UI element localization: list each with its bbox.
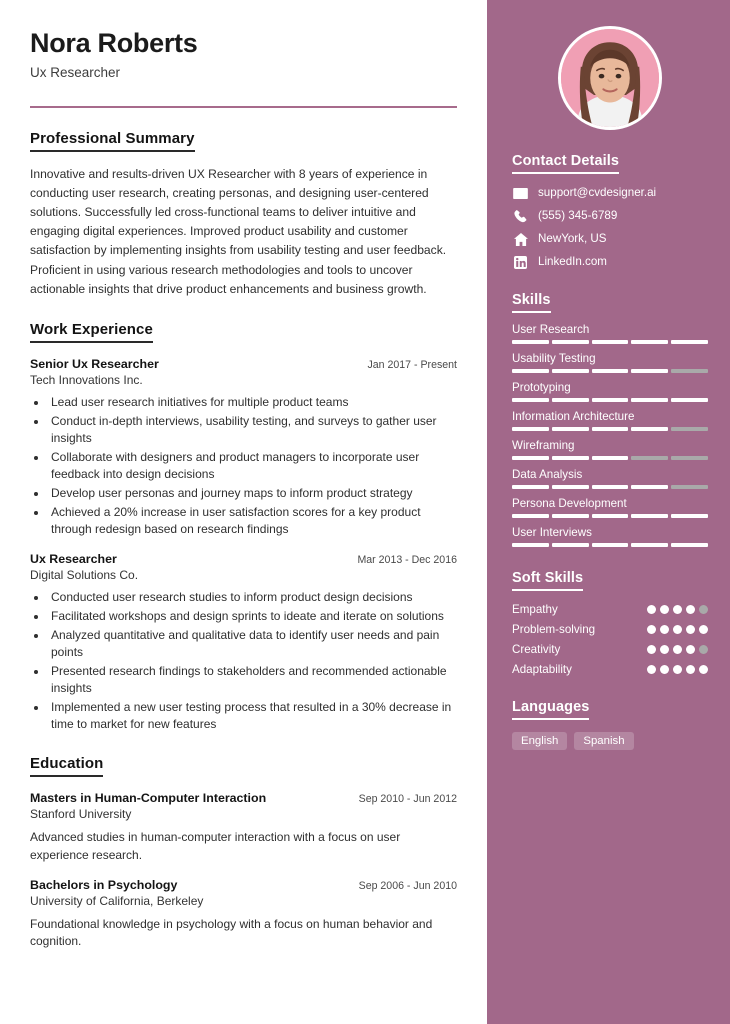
education-degree: Bachelors in Psychology (30, 877, 178, 892)
skill-name: Wireframing (512, 439, 575, 452)
soft-skill-dot (699, 665, 708, 674)
skill-level-bar (512, 398, 708, 402)
skill-segment (552, 543, 589, 547)
work-bullet: • Implemented a new user testing process that resulted in a 30% decrease in time to market for new features (48, 699, 457, 733)
work-date-range: Jan 2017 - Present (367, 358, 457, 371)
skill-segment (671, 340, 708, 344)
avatar-wrapper (512, 26, 708, 130)
skill-segment (512, 398, 549, 402)
education-entry (30, 791, 457, 864)
section-education (30, 755, 457, 951)
soft-skills-list (512, 603, 708, 676)
skill-name: Persona Development (512, 497, 627, 510)
resume-header (30, 28, 457, 108)
section-title-skills: Skills (512, 292, 551, 313)
skill-level-bar (512, 369, 708, 373)
soft-skill-dot (699, 645, 708, 654)
work-bullet: • Conduct in-depth interviews, usability testing, and surveys to gather user insights (48, 413, 457, 447)
soft-skill-dot (660, 645, 669, 654)
soft-skill-dot (673, 605, 682, 614)
linkedin-icon (512, 255, 529, 269)
skill-level-bar (512, 456, 708, 460)
soft-skill-dot (686, 645, 695, 654)
section-languages (512, 698, 708, 750)
work-bullet: • Facilitated workshops and design sprints to ideate and iterate on solutions (48, 608, 457, 625)
skill-segment (592, 485, 629, 489)
avatar (558, 26, 662, 130)
skill-segment (552, 369, 589, 373)
skill-name: Data Analysis (512, 468, 583, 481)
work-bullet: • Lead user research initiatives for multiple product teams (48, 394, 457, 411)
sidebar (487, 0, 730, 1024)
education-list (30, 791, 457, 951)
skill-segment (592, 398, 629, 402)
soft-skill-dot (647, 645, 656, 654)
work-company: Tech Innovations Inc. (30, 372, 143, 387)
skill-level-bar (512, 485, 708, 489)
skill-segment (631, 398, 668, 402)
skill-level-bar (512, 340, 708, 344)
work-job-title: Ux Researcher (30, 551, 117, 566)
section-work-experience (30, 321, 457, 734)
skill-segment (552, 485, 589, 489)
summary-text: Innovative and results-driven UX Researcher with 8 years of experience in conducting user research, creating personas, and designing user-centered solutions. Successfully led cross-functional teams to deliver intuitive and engaging digital experiences. Improved product usability and customer satisfaction by implementing insights from usability testing and user feedback. Proficient in using various research methodologies and tools to uncover actionable insights that drive product enhancements and business growth. (30, 167, 447, 296)
work-bullet: • Presented research findings to stakeholders and recommended actionable insights (48, 663, 457, 697)
job-role-subtitle: Ux Researcher (30, 65, 121, 81)
section-title-soft-skills: Soft Skills (512, 570, 583, 591)
skill-segment (592, 369, 629, 373)
work-date-range: Mar 2013 - Dec 2016 (357, 553, 457, 566)
soft-skill-dot (686, 605, 695, 614)
work-bullet: • Collaborate with designers and product managers to incorporate user feedback into design decisions (48, 449, 457, 483)
skill-segment (512, 485, 549, 489)
soft-skill-dot (673, 665, 682, 674)
work-bullet-list (48, 394, 457, 538)
skill-row (512, 323, 708, 344)
education-date-range: Sep 2006 - Jun 2010 (358, 879, 457, 892)
skill-level-bar (512, 514, 708, 518)
phone-icon (512, 209, 529, 223)
skill-segment (631, 485, 668, 489)
skill-segment (512, 369, 549, 373)
skill-segment (512, 340, 549, 344)
skill-segment (552, 398, 589, 402)
skill-segment (512, 427, 549, 431)
page-title: Nora Roberts (30, 28, 198, 58)
profile-photo-icon (561, 29, 659, 127)
work-bullet: • Conducted user research studies to inform product design decisions (48, 589, 457, 606)
section-soft-skills (512, 569, 708, 676)
skill-row (512, 439, 708, 460)
section-title-languages: Languages (512, 699, 589, 720)
work-company: Digital Solutions Co. (30, 567, 139, 582)
skill-segment (512, 514, 549, 518)
skill-row (512, 526, 708, 547)
soft-skill-name: Problem-solving (512, 623, 596, 636)
soft-skill-dot (647, 605, 656, 614)
soft-skill-rating (647, 665, 708, 674)
skill-segment (671, 485, 708, 489)
work-experience-entry (30, 357, 457, 538)
soft-skill-dot (699, 605, 708, 614)
skill-segment (671, 398, 708, 402)
section-professional-summary (30, 130, 457, 299)
work-bullet-list (48, 589, 457, 733)
soft-skill-dot (660, 605, 669, 614)
skill-segment (671, 543, 708, 547)
section-title-summary: Professional Summary (30, 130, 195, 152)
skill-segment (592, 456, 629, 460)
soft-skill-rating (647, 605, 708, 614)
soft-skill-row (512, 643, 708, 656)
skill-segment (552, 456, 589, 460)
skill-segment (671, 369, 708, 373)
work-bullet: • Analyzed quantitative and qualitative data to identify user needs and pain points (48, 627, 457, 661)
section-contact-details (512, 152, 708, 269)
work-entry-header (30, 357, 457, 371)
skill-row (512, 381, 708, 402)
soft-skill-name: Creativity (512, 643, 561, 656)
skill-segment (512, 543, 549, 547)
soft-skill-dot (686, 665, 695, 674)
soft-skill-row (512, 623, 708, 636)
soft-skill-dot (686, 625, 695, 634)
skill-segment (631, 427, 668, 431)
skill-row (512, 497, 708, 518)
work-entry-header (30, 552, 457, 566)
soft-skill-rating (647, 645, 708, 654)
section-title-work: Work Experience (30, 321, 153, 343)
education-degree: Masters in Human-Computer Interaction (30, 791, 267, 806)
skill-level-bar (512, 427, 708, 431)
skill-name: Usability Testing (512, 352, 596, 365)
skill-name: User Research (512, 323, 590, 336)
soft-skill-dot (647, 625, 656, 634)
education-entry-header (30, 878, 457, 892)
soft-skill-rating (647, 625, 708, 634)
soft-skill-dot (660, 665, 669, 674)
education-description: Advanced studies in human-computer interaction with a focus on user experience research. (30, 830, 401, 862)
skill-segment (671, 456, 708, 460)
skill-segment (631, 340, 668, 344)
contact-row[interactable] (512, 209, 708, 223)
contact-value: (555) 345-6789 (538, 209, 618, 223)
soft-skill-dot (647, 665, 656, 674)
skill-row (512, 468, 708, 489)
skills-list (512, 323, 708, 547)
work-bullet: • Develop user personas and journey maps to inform product strategy (48, 485, 457, 502)
soft-skill-dot (673, 645, 682, 654)
skill-segment (671, 514, 708, 518)
contact-value: support@cvdesigner.ai (538, 186, 657, 200)
contact-row[interactable] (512, 232, 708, 246)
skill-segment (592, 340, 629, 344)
header-divider (30, 106, 457, 108)
skill-segment (671, 427, 708, 431)
soft-skill-dot (673, 625, 682, 634)
skill-segment (631, 543, 668, 547)
education-date-range: Sep 2010 - Jun 2012 (358, 793, 457, 806)
home-icon (512, 232, 529, 246)
contact-row[interactable] (512, 255, 708, 269)
soft-skill-name: Adaptability (512, 663, 572, 676)
skill-segment (592, 427, 629, 431)
work-experience-entry (30, 552, 457, 733)
education-entry-header (30, 791, 457, 805)
contact-value: LinkedIn.com (538, 255, 607, 269)
envelope-icon (512, 186, 529, 200)
skill-segment (631, 514, 668, 518)
work-experience-list (30, 357, 457, 734)
contact-row[interactable] (512, 186, 708, 200)
education-school: Stanford University (30, 807, 132, 822)
skill-segment (552, 340, 589, 344)
soft-skill-name: Empathy (512, 603, 558, 616)
skill-segment (592, 514, 629, 518)
education-description: Foundational knowledge in psychology with a focus on human behavior and cognition. (30, 916, 433, 949)
skill-row (512, 410, 708, 431)
skill-row (512, 352, 708, 373)
skill-segment (592, 543, 629, 547)
skill-segment (552, 514, 589, 518)
soft-skill-row (512, 663, 708, 676)
languages-list (512, 732, 708, 750)
skill-name: User Interviews (512, 526, 592, 539)
skill-segment (552, 427, 589, 431)
skill-segment (631, 456, 668, 460)
language-tag: English (512, 732, 567, 750)
education-entry (30, 878, 457, 951)
skill-segment (631, 369, 668, 373)
skill-level-bar (512, 543, 708, 547)
language-tag: Spanish (574, 732, 633, 750)
section-skills (512, 291, 708, 547)
skill-name: Prototyping (512, 381, 571, 394)
soft-skill-dot (660, 625, 669, 634)
soft-skill-row (512, 603, 708, 616)
education-school: University of California, Berkeley (30, 893, 204, 908)
skill-name: Information Architecture (512, 410, 635, 423)
work-job-title: Senior Ux Researcher (30, 356, 159, 371)
soft-skill-dot (699, 625, 708, 634)
work-bullet: • Achieved a 20% increase in user satisfaction scores for a key product through redesign based on research findings (48, 504, 457, 538)
contact-value: NewYork, US (538, 232, 607, 246)
skill-segment (512, 456, 549, 460)
contact-list (512, 186, 708, 269)
section-title-education: Education (30, 755, 103, 777)
section-title-contact: Contact Details (512, 153, 619, 174)
